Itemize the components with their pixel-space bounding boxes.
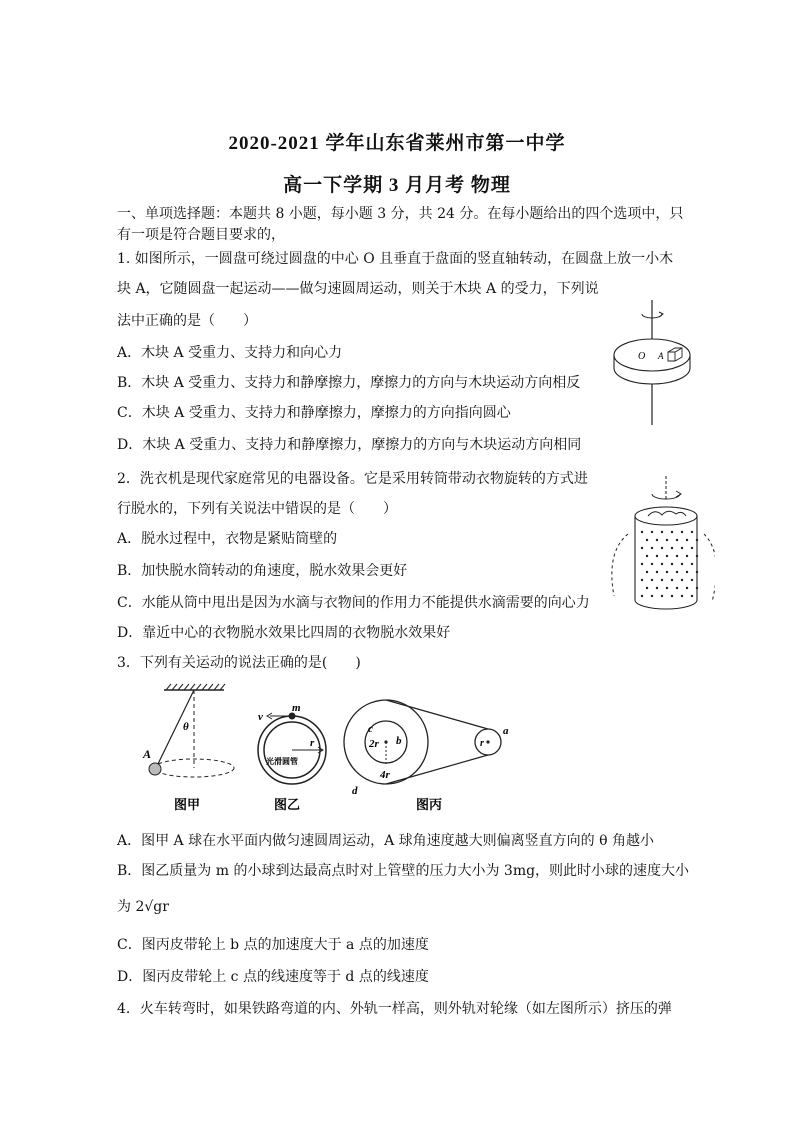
q3-option-b-line-2: 为 2√gr [117, 899, 169, 915]
drum-hole [651, 547, 653, 549]
q3-bing-b: b [396, 735, 402, 747]
drum-hole [691, 547, 693, 549]
document-subtitle: 高一下学期 3 月月考 物理 [283, 175, 511, 196]
drum-hole [646, 587, 648, 589]
drum-hole [686, 587, 688, 589]
document-title: 2020-2021 学年山东省莱州市第一中学 [228, 133, 566, 154]
drum-hole [686, 539, 688, 541]
q2-option-c: C．水能从筒中甩出是因为水滴与衣物间的作用力不能提供水滴需要的向心力 [117, 595, 590, 611]
q3-yi-m: m [292, 702, 301, 714]
q3-option-a: A．图甲 A 球在水平面内做匀速圆周运动，A 球角速度越大则偏离竖直方向的 θ 角越小 [117, 833, 655, 849]
drum-hole [691, 595, 693, 597]
drum-hole [671, 563, 673, 565]
q3-bing-r: r [480, 738, 484, 749]
q1-option-b: B．木块 A 受重力、支持力和静摩擦力，摩擦力的方向与木块运动方向相反 [117, 375, 581, 391]
q2-stem-line-2: 行脱水的，下列有关说法中错误的是（ ） [117, 501, 397, 517]
q3-bing-d: d [352, 785, 358, 797]
q3-figure-yi [248, 700, 338, 812]
q2-option-a: A．脱水过程中，衣物是紧贴筒壁的 [117, 531, 338, 547]
drum-hole [656, 539, 658, 541]
drum-hole [646, 571, 648, 573]
q1-option-d: D．木块 A 受重力、支持力和静摩擦力，摩擦力的方向与木块运动方向相同 [117, 437, 582, 453]
q1-stem-line-1: 1. 如图所示，一圆盘可绕过圆盘的中心 O 且垂直于盘面的竖直轴转动，在圆盘上放一小木 [117, 251, 674, 267]
q1-option-c: C．木块 A 受重力、支持力和静摩擦力，摩擦力的方向指向圆心 [117, 405, 511, 421]
drum-hole [661, 579, 663, 581]
q3-yi-r: r [310, 737, 315, 749]
q3-bing-2r: 2r [369, 738, 379, 750]
drum-hole [686, 555, 688, 557]
drum-hole [676, 571, 678, 573]
q4-stem: 4．火车转弯时，如果铁路弯道的内、外轨一样高，则外轨对轮缘（如左图所示）挤压的弹 [117, 1001, 672, 1017]
q3-bing-caption: 图丙 [416, 798, 443, 812]
drum-hole [676, 539, 678, 541]
q2-stem-line-1: 2．洗衣机是现代家庭常见的电器设备。它是采用转筒带动衣物旋转的方式进 [117, 471, 588, 487]
drum-hole [691, 563, 693, 565]
drum-hole [656, 571, 658, 573]
q1-disc-figure [612, 300, 704, 425]
drum-hole [671, 531, 673, 533]
q1-option-a: A．木块 A 受重力、支持力和向心力 [117, 345, 343, 361]
drum-hole [641, 579, 643, 581]
drum-hole [651, 531, 653, 533]
drum-hole [656, 587, 658, 589]
q3-jia-caption: 图甲 [174, 798, 201, 812]
q3-option-b-line-1: B．图乙质量为 m 的小球到达最高点时对上管壁的压力大小为 3mg，则此时小球的速度大小 [117, 863, 690, 879]
section-intro-line-1: 一、单项选择题：本题共 8 小题，每小题 3 分，共 24 分。在每小题给出的四个选项中，只 [117, 206, 684, 222]
drum-hole [696, 539, 698, 541]
drum-hole [641, 563, 643, 565]
drum-hole [651, 563, 653, 565]
drum-hole [661, 531, 663, 533]
drum-hole [681, 563, 683, 565]
drum-hole [696, 555, 698, 557]
drum-hole [671, 547, 673, 549]
q1-stem-line-2: 块 A，它随圆盘一起运动——做匀速圆周运动，则关于木块 A 的受力，下列说 [117, 281, 599, 297]
drum-hole [671, 579, 673, 581]
drum-hole [646, 555, 648, 557]
q2-option-b: B．加快脱水筒转动的角速度，脱水效果会更好 [117, 563, 408, 579]
drum-hole [681, 547, 683, 549]
q3-yi-caption: 图乙 [274, 798, 301, 812]
q3-jia-theta: θ [183, 721, 189, 733]
drum-hole [656, 555, 658, 557]
drum-hole [661, 563, 663, 565]
drum-hole [661, 595, 663, 597]
q3-yi-tube-label: 光滑圆管 [266, 757, 298, 766]
q3-stem: 3．下列有关运动的说法正确的是( ) [117, 655, 361, 671]
drum-hole [661, 547, 663, 549]
drum-hole [666, 555, 668, 557]
drum-hole [676, 555, 678, 557]
section-intro-line-2: 有一项是符合题目要求的， [117, 227, 285, 243]
drum-hole [651, 579, 653, 581]
drum-hole [681, 595, 683, 597]
drum-hole [691, 579, 693, 581]
drum-hole [696, 571, 698, 573]
q3-jia-label-a: A [143, 747, 152, 761]
drum-hole [646, 539, 648, 541]
q2-option-d: D．靠近中心的衣物脱水效果比四周的衣物脱水效果好 [117, 625, 451, 641]
q3-yi-v: v [258, 711, 263, 723]
q3-bing-a: a [503, 725, 509, 737]
drum-hole [681, 579, 683, 581]
drum-hole [651, 595, 653, 597]
q3-option-c: C．图丙皮带轮上 b 点的加速度大于 a 点的加速度 [117, 937, 429, 953]
q1-fig-label-o: O [638, 351, 646, 362]
drum-hole [676, 587, 678, 589]
drum-hole [686, 571, 688, 573]
drum-hole [691, 531, 693, 533]
q3-figure-bing [340, 694, 520, 812]
drum-hole [641, 531, 643, 533]
drum-hole [671, 595, 673, 597]
q1-stem-line-3: 法中正确的是（ ） [117, 313, 257, 329]
q3-option-d: D．图丙皮带轮上 c 点的线速度等于 d 点的线速度 [117, 969, 429, 985]
q3-figure-jia [140, 682, 240, 812]
drum-hole [641, 547, 643, 549]
q2-drum-figure [600, 472, 715, 612]
drum-hole [666, 539, 668, 541]
drum-hole [666, 571, 668, 573]
q3-bing-4r: 4r [380, 769, 390, 781]
q3-bing-c: c [368, 723, 373, 735]
drum-hole [681, 531, 683, 533]
drum-hole [696, 587, 698, 589]
drum-hole [641, 595, 643, 597]
drum-hole [666, 587, 668, 589]
q1-fig-label-a: A [658, 351, 664, 361]
